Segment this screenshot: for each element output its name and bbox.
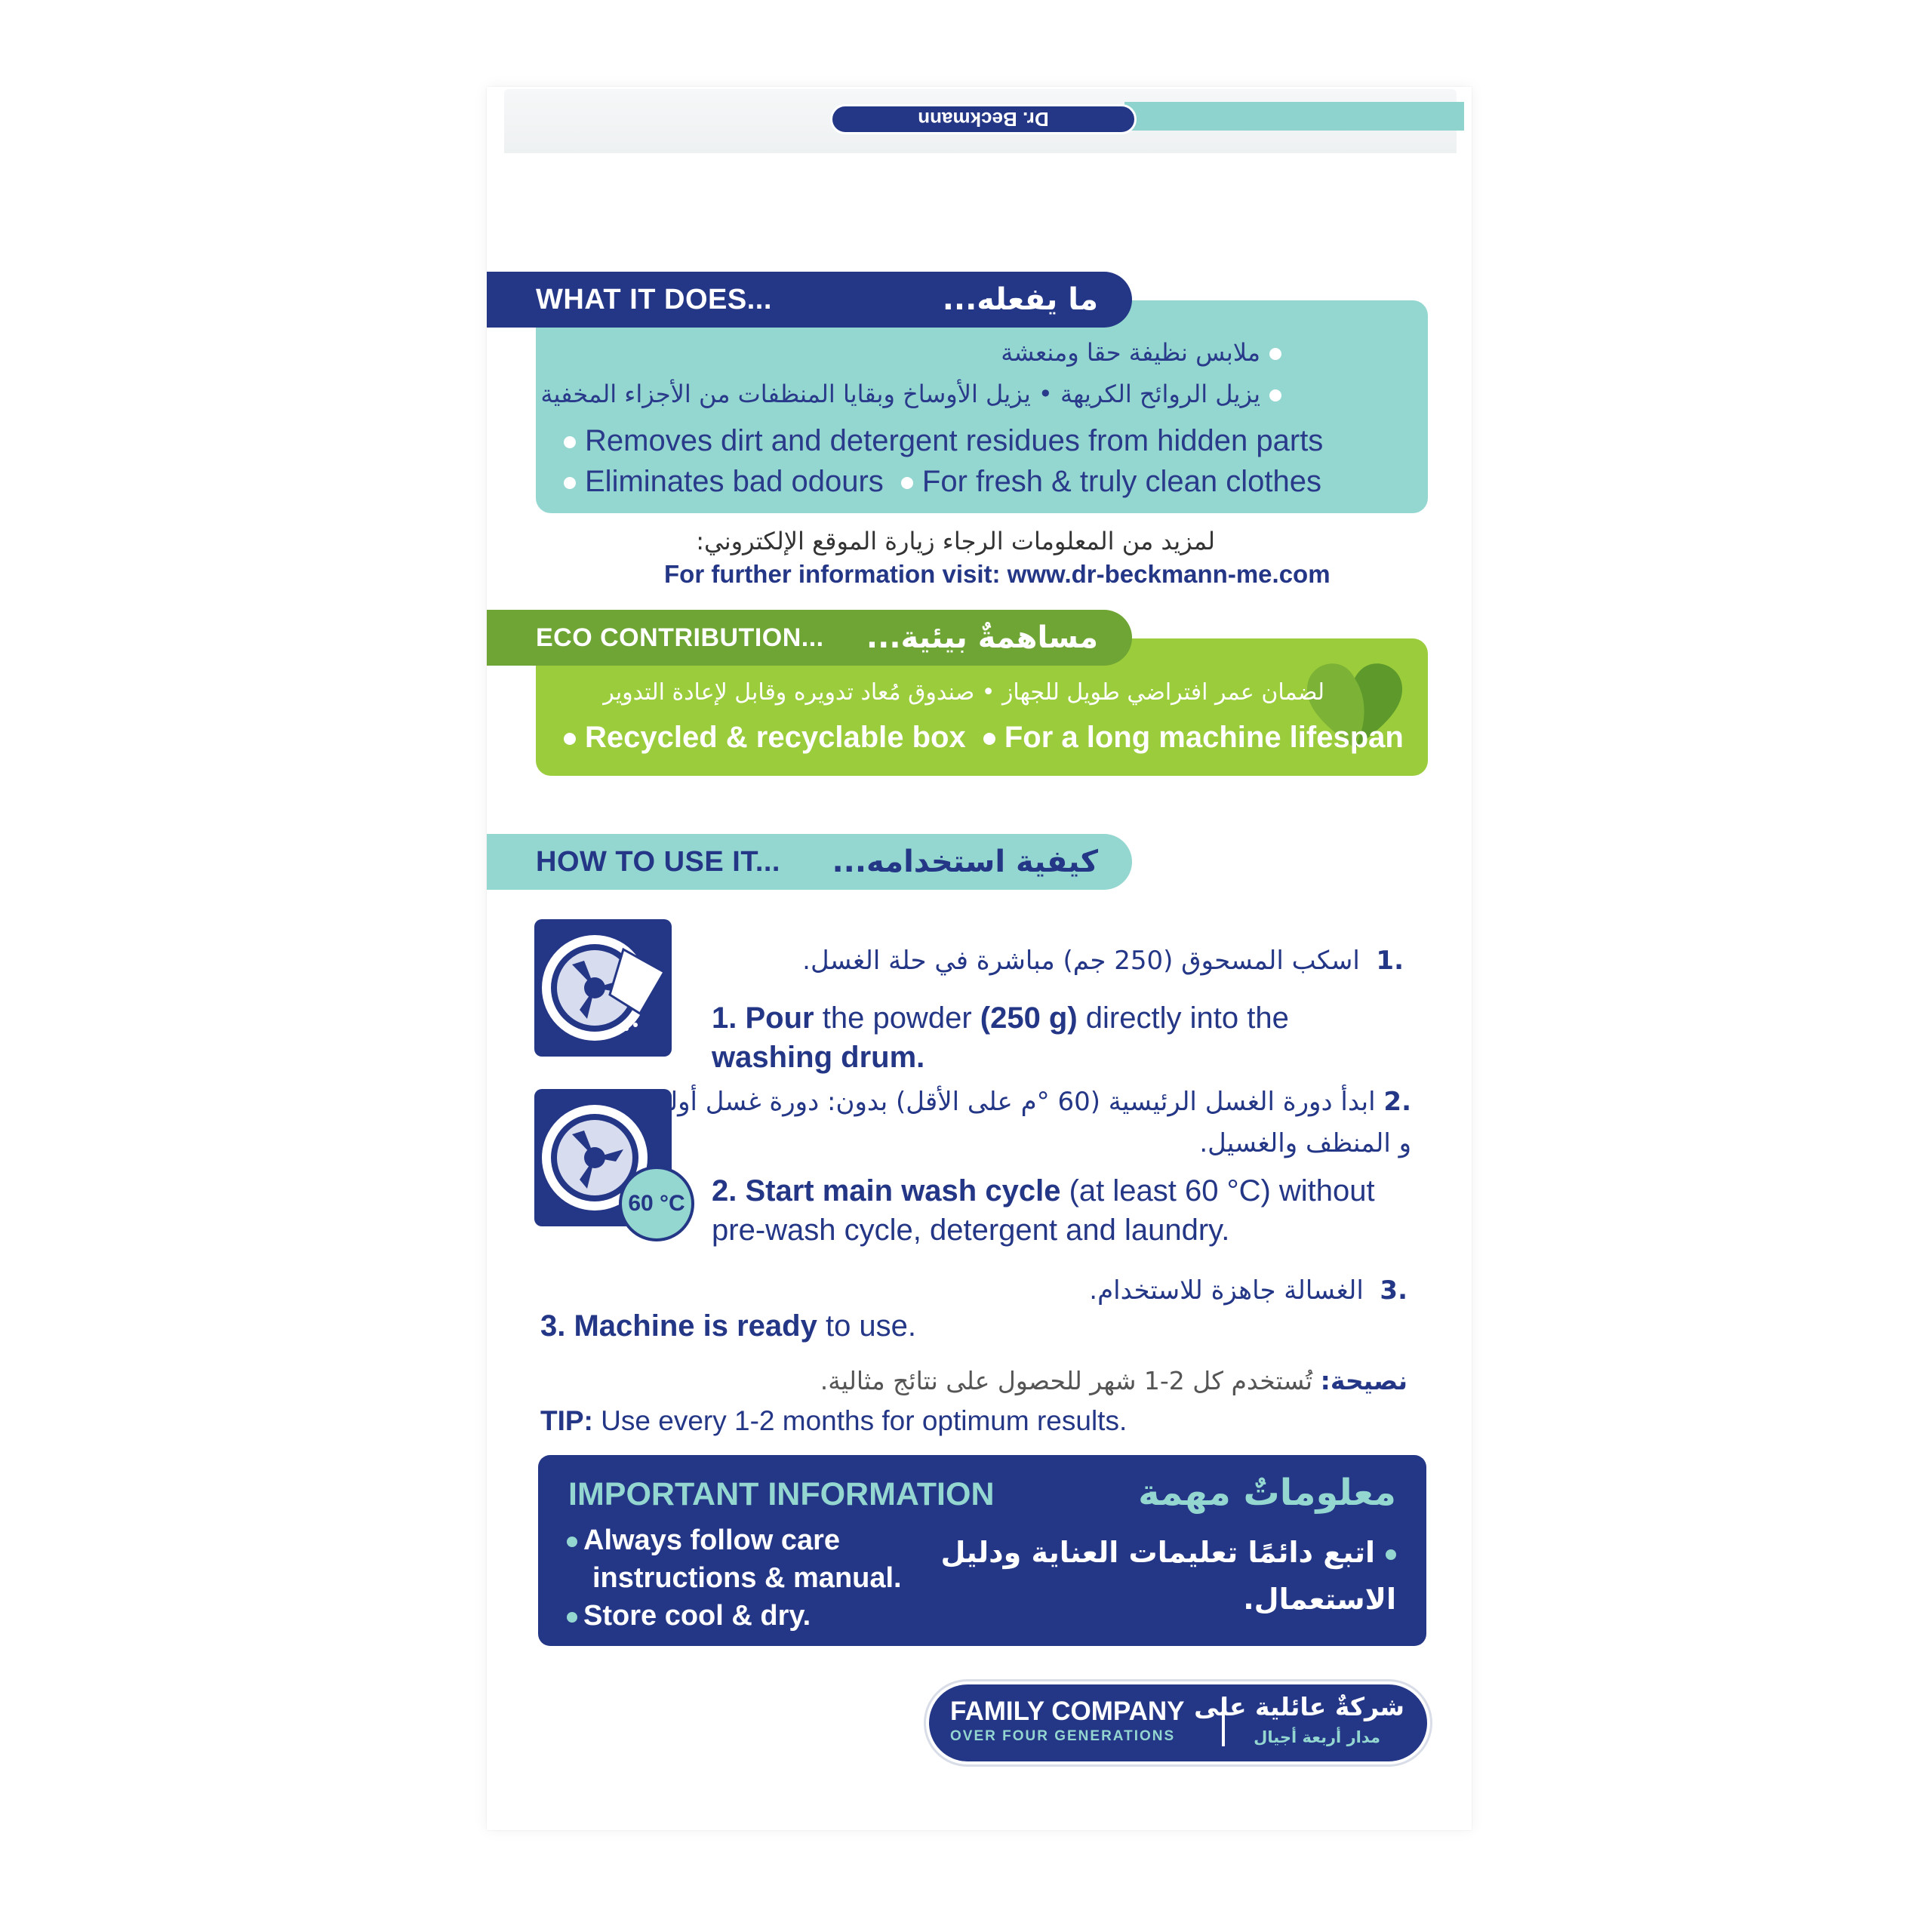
box-top-teal-strip	[1124, 102, 1464, 131]
how-to-use-header	[487, 834, 1132, 890]
how-title-ar: كيفية استخدامه...	[832, 844, 1098, 879]
family-en-main: FAMILY COMPANY	[950, 1697, 1185, 1726]
tip-ar: نصيحة: تُستخدم كل 2-1 شهر للحصول على نتائج مثالية.	[820, 1366, 1407, 1395]
important-title-ar: معلوماتٌ مهمة	[1138, 1472, 1396, 1514]
further-info-ar: لمزيد من المعلومات الرجاء زيارة الموقع الإلكتروني:	[696, 527, 1215, 555]
how-title-en: HOW TO USE IT...	[536, 845, 780, 878]
further-info-en: For further information visit: www.dr-beckmann-me.com	[664, 560, 1331, 588]
family-ar-main: شركةٌ عائلية على	[1194, 1692, 1404, 1721]
brand-logo: Dr. Beckmann	[830, 104, 1137, 134]
step1-en: 1. Pour the powder (250 g) directly into the washing drum.	[712, 1001, 1289, 1074]
what-ar-line-1: ملابس نظيفة حقا ومنعشة	[1001, 338, 1291, 367]
eco-title-en: ECO CONTRIBUTION...	[536, 623, 824, 652]
what-it-does-header	[487, 272, 1132, 328]
important-title-en: IMPORTANT INFORMATION	[568, 1476, 995, 1512]
step2-ar-line-1: .2 ابدأ دورة الغسل الرئيسية (60 °م على الأقل) بدون: دورة غسل أولي	[648, 1087, 1411, 1117]
tip-en: TIP: Use every 1-2 months for optimum results.	[540, 1405, 1128, 1436]
eco-ar-line: لضمان عمر افتراضي طويل للجهاز • صندوق مُعاد تدويره وقابل لإعادة التدوير	[603, 679, 1324, 706]
family-en-sub: OVER FOUR GENERATIONS	[950, 1728, 1176, 1744]
drum-powder-icon	[534, 919, 672, 1057]
eco-en-line: Recycled & recyclable box For a long machine lifespan	[555, 721, 1404, 755]
eco-header	[487, 610, 1132, 666]
step2-ar-line-2: و المنظف والغسيل.	[1199, 1128, 1411, 1158]
step3-ar: .3 الغسالة جاهزة للاستخدام.	[1089, 1275, 1407, 1306]
step1-ar: .1 اسكب المسحوق (250 جم) مباشرة في حلة الغسل.	[802, 946, 1404, 976]
what-it-does-title-en: WHAT IT DOES...	[536, 283, 772, 315]
family-company-badge	[926, 1681, 1430, 1764]
family-ar-sub: مدار أربعة أجيال	[1254, 1728, 1380, 1746]
step2-en: 2. Start main wash cycle (at least 60 °C) without pre-wash cycle, detergent and laundry.	[712, 1174, 1375, 1247]
what-en-line-2: Eliminates bad odours For fresh & truly clean clothes	[555, 465, 1321, 499]
step3-en: 3. Machine is ready to use.	[540, 1309, 917, 1343]
eco-title-ar: مساهمةٌ بيئية...	[866, 620, 1098, 655]
what-it-does-title-ar: ما يفعله...	[942, 282, 1098, 317]
important-en-list: Always follow care instructions & manual. Store cool & dry.	[567, 1521, 902, 1635]
important-info-panel	[538, 1455, 1426, 1646]
temperature-badge: 60 °C	[619, 1166, 694, 1241]
what-en-line-1: Removes dirt and detergent residues from hidden parts	[555, 424, 1323, 458]
important-ar-list: اتبع دائمًا تعليمات العناية ودليل الاستعمال.	[940, 1536, 1396, 1616]
what-ar-line-2: يزيل الروائح الكريهة • يزيل الأوساخ وبقايا المنظفات من الأجزاء المخفية	[540, 380, 1291, 408]
